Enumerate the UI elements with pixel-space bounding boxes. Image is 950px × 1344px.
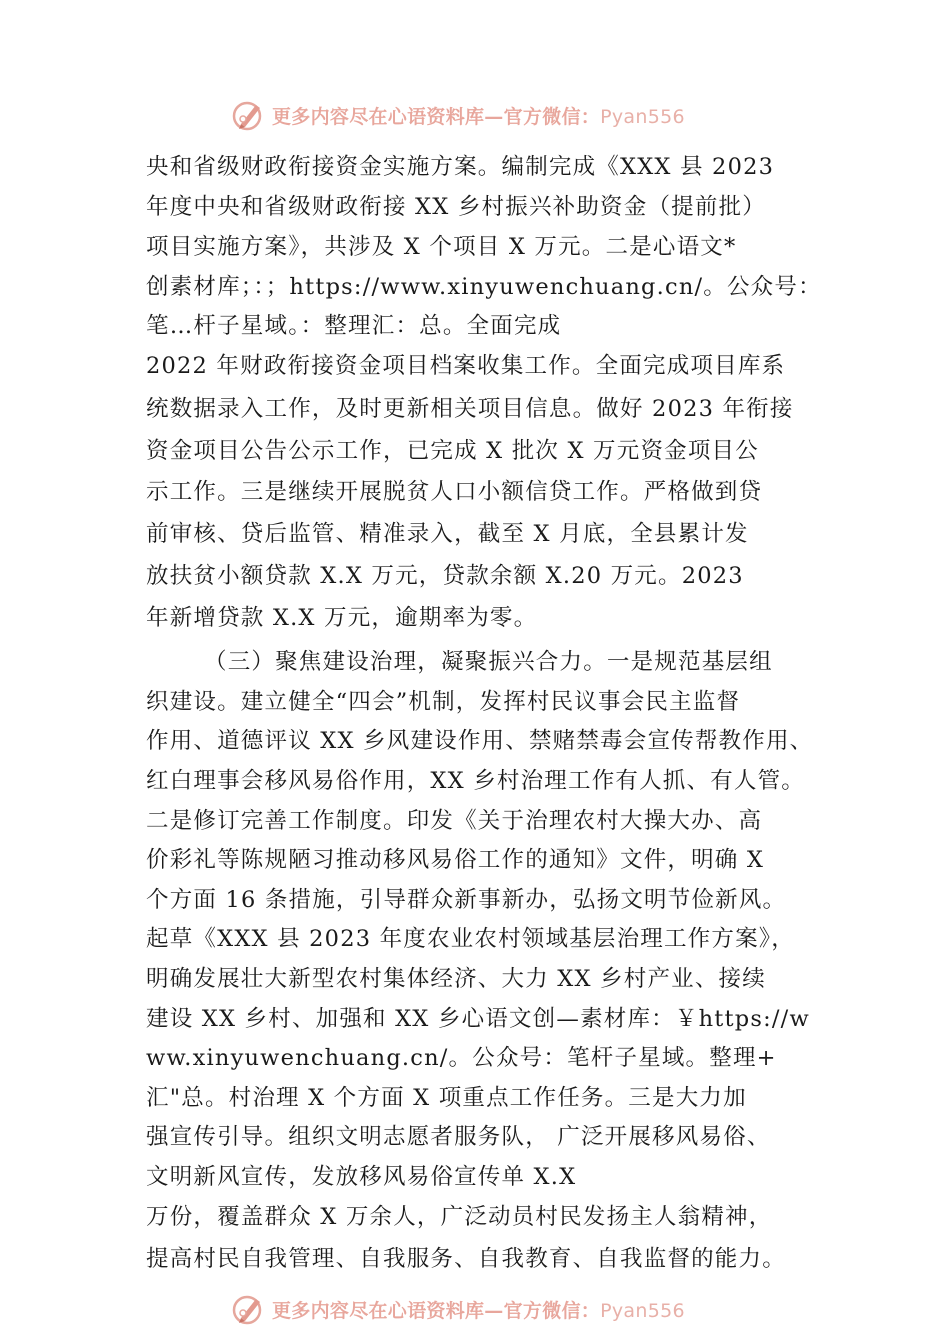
text-line: 项目实施方案》，共涉及 X 个项目 X 万元。二是心语文*	[146, 234, 737, 260]
text-line: 作用、道德评议 XX 乡风建设作用、禁赌禁毒会宣传帮教作用、	[146, 728, 814, 754]
watermark-text: 更多内容尽在心语资料库—官方微信：Pyan556	[272, 1299, 685, 1322]
text-line: 统数据录入工作，及时更新相关项目信息。做好 2023 年衔接	[146, 396, 794, 422]
header-watermark	[230, 95, 685, 135]
pen-logo-icon	[230, 1291, 266, 1327]
text-line: 2022 年财政衔接资金项目档案收集工作。全面完成项目库系	[146, 353, 786, 379]
text-line: 建设 XX 乡村、加强和 XX 乡心语文创—素材库：￥https://w	[146, 1006, 810, 1032]
text-line: 文明新风宣传，发放移风易俗宣传单 X.X	[146, 1164, 577, 1190]
text-line: 年度中央和省级财政衔接 XX 乡村振兴补助资金（提前批）	[146, 194, 766, 220]
text-line: 价彩礼等陈规陋习推动移风易俗工作的通知》文件，明确 X	[146, 847, 765, 873]
text-line: 提高村民自我管理、自我服务、自我教育、自我监督的能力。	[146, 1246, 786, 1272]
text-line: 二是修订完善工作制度。印发《关于治理农村大操大办、高	[146, 808, 763, 834]
footer-watermark	[230, 1289, 685, 1329]
text-line: 个方面 16 条措施，引导群众新事新办，弘扬文明节俭新风。	[146, 887, 787, 913]
text-line: 万份，覆盖群众 X 万余人，广泛动员村民发扬主人翁精神，	[146, 1204, 773, 1230]
text-line: 织建设。建立健全“四会”机制，发挥村民议事会民主监督	[146, 689, 741, 715]
text-line: ww.xinyuwenchuang.cn/。公众号：笔杆子星域。整理+	[146, 1045, 777, 1071]
text-line: 起草《XXX 县 2023 年度农业农村领域基层治理工作方案》，	[146, 926, 795, 952]
text-line: 资金项目公告公示工作，已完成 X 批次 X 万元资金项目公	[146, 438, 759, 464]
text-line: 强宣传引导。组织文明志愿者服务队， 广泛开展移风易俗、	[146, 1124, 771, 1150]
watermark-text: 更多内容尽在心语资料库—官方微信：Pyan556	[272, 105, 685, 128]
text-line: 红白理事会移风易俗作用，XX 乡村治理工作有人抓、有人管。	[146, 768, 805, 794]
text-line: 前审核、贷后监管、精准录入，截至 X 月底，全县累计发	[146, 521, 749, 547]
text-line: 放扶贫小额贷款 X.X 万元，贷款余额 X.20 万元。2023	[146, 563, 744, 589]
text-line: 示工作。三是继续开展脱贫人口小额信贷工作。严格做到贷	[146, 479, 763, 505]
text-line: 年新增贷款 X.X 万元，逾期率为零。	[146, 605, 538, 631]
text-line: 央和省级财政衔接资金实施方案。编制完成《XXX 县 2023	[146, 154, 775, 180]
text-line: 笔…杆子星域。：整理汇：总。全面完成	[146, 313, 562, 339]
text-line: 明确发展壮大新型农村集体经济、大力 XX 乡村产业、接续	[146, 966, 766, 992]
section-heading-line: （三）聚焦建设治理，凝聚振兴合力。一是规范基层组	[204, 649, 773, 675]
text-line: 汇"总。村治理 X 个方面 X 项重点工作任务。三是大力加	[146, 1085, 747, 1111]
pen-logo-icon	[230, 97, 266, 133]
text-line: 创素材库；：；https://www.xinyuwenchuang.cn/。公众号：	[146, 274, 822, 300]
